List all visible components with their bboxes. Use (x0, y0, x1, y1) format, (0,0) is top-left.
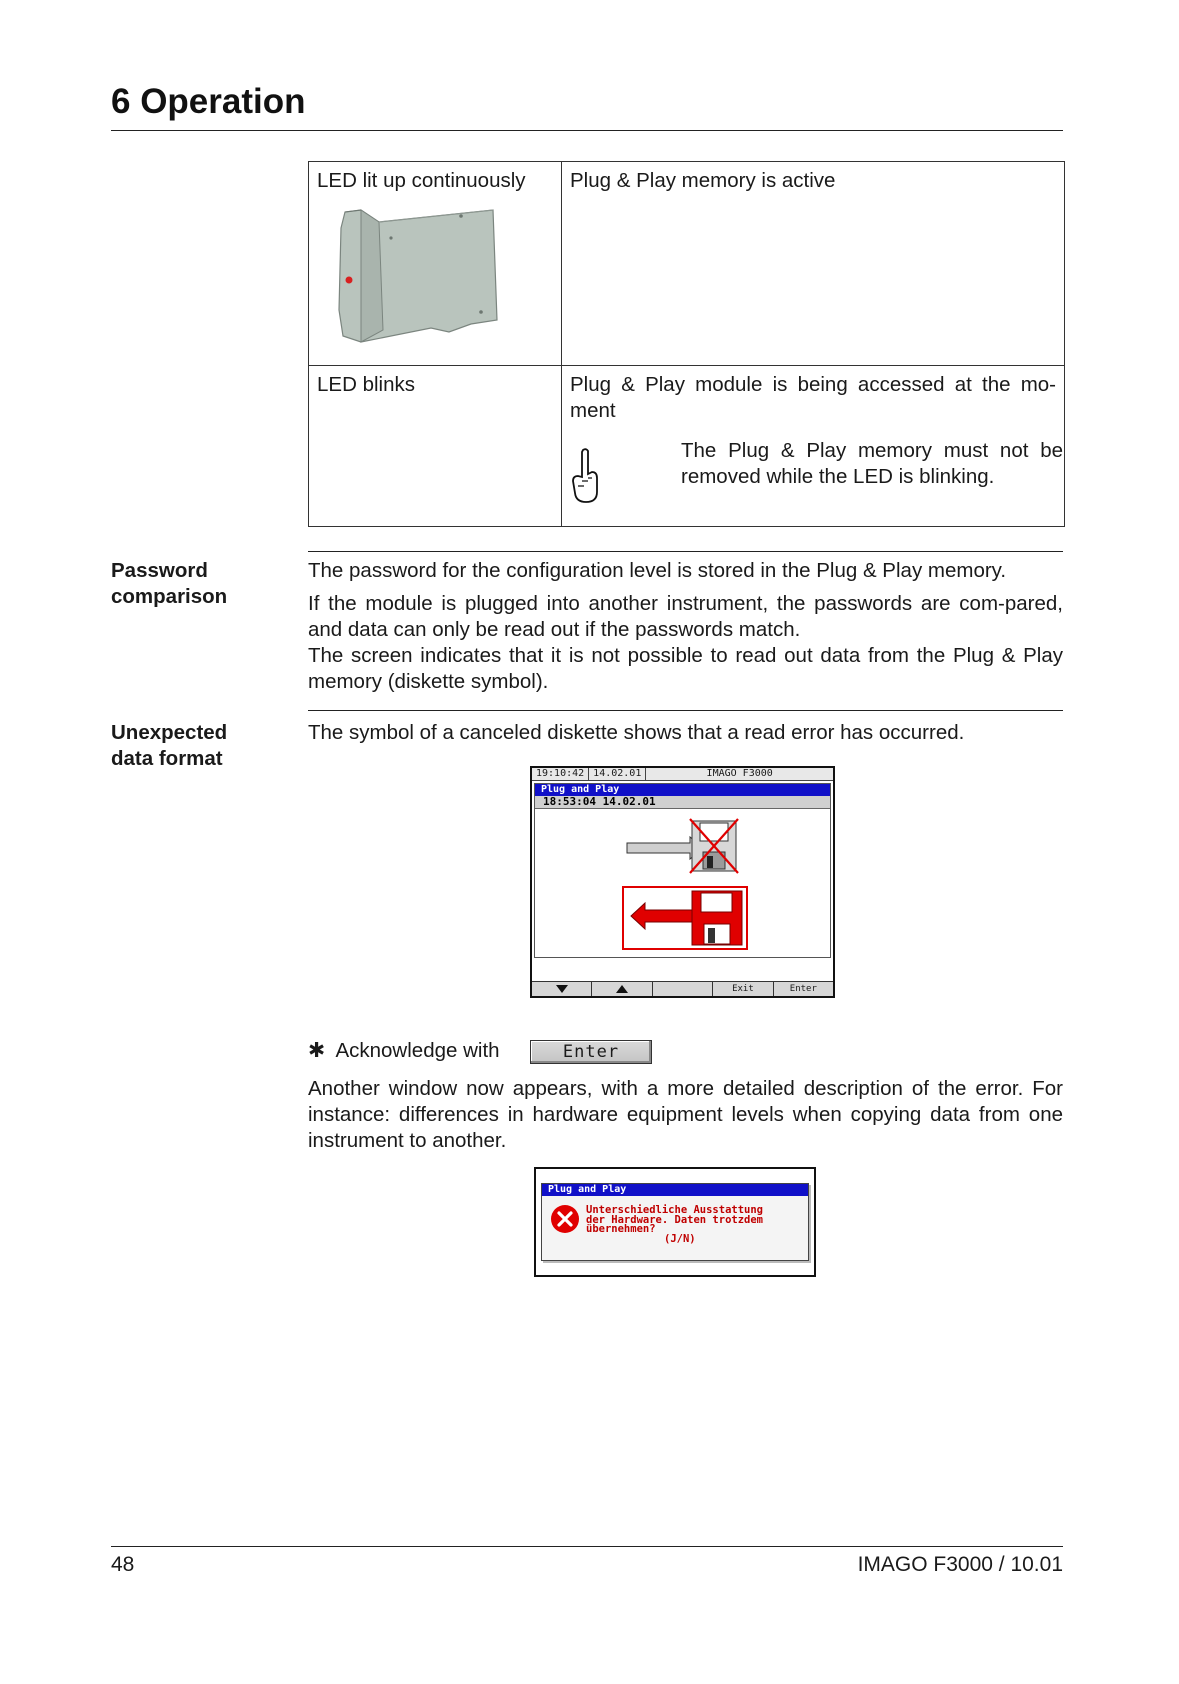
password-paragraph-2: If the module is plugged into another instrument, the passwords are com-pared, and data can only be read out if the passwords match. (308, 592, 1063, 641)
bullet-icon: ✱ (308, 1039, 326, 1062)
password-section-label: Password comparison (111, 559, 228, 608)
softkey-enter[interactable]: Enter (789, 984, 817, 994)
softkey-blank[interactable] (653, 982, 713, 996)
softkey-exit[interactable]: Exit (713, 982, 773, 996)
device-screen-error-dialog (534, 1167, 816, 1277)
dialog-message (586, 1206, 763, 1244)
header-rule (111, 130, 1063, 131)
device-screen-read-error (530, 766, 835, 998)
pointing-hand-icon (570, 448, 600, 504)
section-rule (308, 551, 1063, 552)
error-icon (550, 1204, 580, 1234)
dialog-prompt: (J/N) (664, 1232, 696, 1245)
plug-and-play-window (534, 783, 831, 958)
softkey-bar (532, 981, 833, 996)
footer-rule (111, 1546, 1063, 1547)
table-cell-meaning: Plug & Play memory is active (562, 162, 1065, 366)
unexpected-paragraph-2: Another window now appears, with a more detailed description of the error. For instance: differences in hardware equipment levels when copying data from one instrument to another. (308, 1077, 1063, 1152)
arrow-up-icon (616, 985, 628, 993)
password-paragraph-1: The password for the configuration level is stored in the Plug & Play memory. (308, 559, 1007, 582)
diskette-transfer-graphic (535, 810, 835, 960)
led-state-text: LED lit up continuously (317, 169, 526, 192)
section-rule (308, 710, 1063, 711)
acknowledge-line (308, 1038, 500, 1064)
unexpected-paragraph-1: The symbol of a canceled diskette shows that a read error has occurred. (308, 721, 965, 744)
table-cell-state (309, 162, 562, 366)
softkey-down[interactable] (532, 982, 592, 996)
password-paragraph-3: The screen indicates that it is not possible to read out data from the Plug & Play memory (diskette symbol). (308, 644, 1063, 693)
enter-key-button[interactable]: Enter (530, 1040, 652, 1064)
canceled-diskette-icon (627, 819, 738, 873)
status-bar (532, 768, 833, 781)
led-meaning-text: Plug & Play module is being accessed at the mo-ment (570, 373, 1056, 422)
window-subtitle: 18:53:04 14.02.01 (535, 796, 830, 809)
softkey-up[interactable] (592, 982, 652, 996)
acknowledge-text: Acknowledge with (335, 1039, 500, 1062)
plug-and-play-module-image (331, 200, 501, 345)
page-number: 48 (111, 1553, 135, 1576)
status-device: IMAGO F3000 (706, 768, 773, 779)
table-row (309, 366, 1065, 527)
document-id: IMAGO F3000 / 10.01 (857, 1553, 1063, 1576)
arrow-down-icon (556, 985, 568, 993)
status-time: 19:10:42 (532, 768, 589, 780)
error-dialog-window (541, 1183, 809, 1261)
window-title: Plug and Play (535, 784, 830, 796)
caution-note (570, 438, 1063, 508)
led-status-table (308, 161, 1065, 527)
red-diskette-icon (623, 887, 747, 949)
caution-note-text: The Plug & Play memory must not be removed while the LED is blinking. (681, 439, 1063, 488)
dialog-message-line: Unterschiedliche Ausstattung (586, 1204, 764, 1216)
status-date: 14.02.01 (589, 768, 646, 780)
unexpected-section-label: Unexpected data format (111, 721, 228, 770)
led-state-text: LED blinks (309, 366, 562, 527)
dialog-title: Plug and Play (542, 1184, 808, 1196)
chapter-title: 6 Operation (111, 82, 306, 121)
dialog-message-line: der Hardware. Daten trotzdem (586, 1213, 764, 1226)
dialog-message-line: übernehmen? (586, 1223, 656, 1235)
table-row (309, 162, 1065, 366)
table-cell-meaning (562, 366, 1065, 527)
